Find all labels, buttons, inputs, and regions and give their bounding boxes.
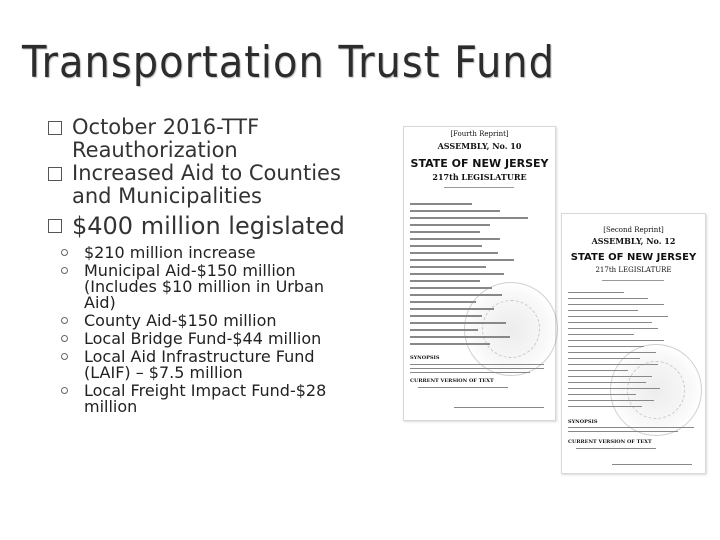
bill-document-assembly-10 — [403, 126, 556, 421]
doc-text-line — [410, 368, 544, 369]
doc-text-line — [568, 382, 646, 383]
doc-text-line — [568, 310, 638, 311]
doc-text-line — [410, 238, 500, 240]
circle-bullet-icon — [61, 387, 68, 394]
state-seal-icon — [464, 282, 558, 376]
doc-text-line — [410, 210, 500, 212]
doc-text-line — [410, 343, 490, 345]
doc-text-line — [568, 316, 668, 317]
doc-reprint-label: [Fourth Reprint] — [450, 130, 509, 138]
sub-bullet-item — [58, 263, 353, 311]
doc-text-line — [568, 376, 652, 377]
doc-version-heading: CURRENT VERSION OF TEXT — [410, 378, 494, 384]
doc-text-line — [568, 328, 658, 329]
sub-bullet-text: Local Aid Infrastructure Fund (LAIF) – $7.5 million — [84, 347, 315, 382]
doc-text-line — [568, 346, 644, 347]
doc-legislature: 217th LEGISLATURE — [595, 266, 672, 274]
sub-bullet-item — [58, 349, 353, 381]
doc-text-line — [410, 224, 490, 226]
doc-text-line — [410, 273, 504, 275]
doc-text-line — [568, 427, 694, 428]
bullet-list — [48, 116, 353, 417]
doc-text-line — [410, 252, 498, 254]
doc-text-line — [410, 301, 476, 303]
doc-text-line — [568, 352, 656, 353]
circle-bullet-icon — [61, 353, 68, 360]
bullet-text: October 2016-TTF Reauthorization — [72, 115, 260, 162]
doc-text-line — [568, 394, 636, 395]
doc-text-line — [568, 370, 628, 371]
doc-text-line — [568, 304, 664, 305]
doc-text-line — [418, 387, 508, 388]
sub-bullet-item — [58, 331, 353, 347]
doc-text-line — [410, 280, 480, 282]
sub-bullet-text: County Aid-$150 million — [84, 311, 277, 330]
doc-text-line — [410, 217, 528, 219]
bullet-item — [48, 211, 353, 241]
doc-text-line — [410, 259, 514, 261]
bullet-text: Increased Aid to Counties and Municipalities — [72, 161, 341, 208]
circle-bullet-icon — [61, 267, 68, 274]
doc-text-line — [454, 407, 544, 408]
doc-text-line — [568, 292, 624, 293]
doc-text-line — [410, 336, 510, 338]
doc-text-line — [410, 372, 530, 373]
doc-text-line — [410, 245, 482, 247]
doc-text-line — [568, 388, 660, 389]
sub-bullet-item — [58, 245, 353, 261]
doc-text-line — [576, 448, 656, 449]
doc-text-line — [410, 308, 494, 310]
square-bullet-icon — [48, 219, 62, 233]
doc-divider — [602, 280, 664, 281]
doc-text-line — [410, 294, 502, 296]
doc-text-line — [568, 322, 652, 323]
circle-bullet-icon — [61, 335, 68, 342]
doc-bill-number: ASSEMBLY, No. 12 — [591, 236, 676, 246]
bullet-item — [48, 116, 353, 162]
bullet-item — [48, 162, 353, 208]
square-bullet-icon — [48, 121, 62, 135]
doc-reprint-label: [Second Reprint] — [603, 226, 664, 234]
circle-bullet-icon — [61, 317, 68, 324]
doc-text-line — [568, 364, 658, 365]
doc-text-line — [568, 340, 664, 341]
sub-bullet-text: Local Freight Impact Fund-$28 million — [84, 381, 327, 416]
doc-state-heading: STATE OF NEW JERSEY — [410, 157, 549, 170]
sub-bullet-list — [58, 245, 353, 415]
doc-text-line — [410, 364, 544, 365]
square-bullet-icon — [48, 167, 62, 181]
doc-state-heading: STATE OF NEW JERSEY — [570, 252, 697, 263]
doc-text-line — [568, 400, 654, 401]
bill-document-assembly-12 — [561, 213, 706, 474]
doc-text-line — [410, 231, 480, 233]
doc-synopsis-heading: SYNOPSIS — [410, 355, 440, 361]
sub-bullet-text: Local Bridge Fund-$44 million — [84, 329, 322, 348]
sub-bullet-item — [58, 383, 353, 415]
bullet-text: $400 million legislated — [72, 212, 345, 240]
doc-text-line — [410, 203, 472, 205]
doc-text-line — [568, 298, 648, 299]
doc-text-line — [568, 334, 634, 335]
doc-divider — [444, 187, 514, 188]
doc-text-line — [410, 287, 492, 289]
doc-text-line — [612, 464, 692, 465]
doc-bill-number: ASSEMBLY, No. 10 — [437, 141, 522, 151]
slide-title: Transportation Trust Fund — [22, 38, 556, 88]
doc-legislature: 217th LEGISLATURE — [432, 172, 527, 182]
doc-text-line — [410, 315, 482, 317]
circle-bullet-icon — [61, 249, 68, 256]
doc-text-line — [568, 431, 678, 432]
doc-text-line — [410, 329, 478, 331]
sub-bullet-text: $210 million increase — [84, 243, 256, 262]
doc-text-line — [410, 322, 506, 324]
sub-bullet-item — [58, 313, 353, 329]
sub-bullet-text: Municipal Aid-$150 million (Includes $10 million in Urban Aid) — [84, 261, 324, 312]
doc-text-line — [410, 266, 486, 268]
doc-text-line — [568, 358, 640, 359]
doc-synopsis-heading: SYNOPSIS — [568, 419, 598, 425]
doc-text-line — [568, 406, 642, 407]
doc-version-heading: CURRENT VERSION OF TEXT — [568, 439, 652, 445]
